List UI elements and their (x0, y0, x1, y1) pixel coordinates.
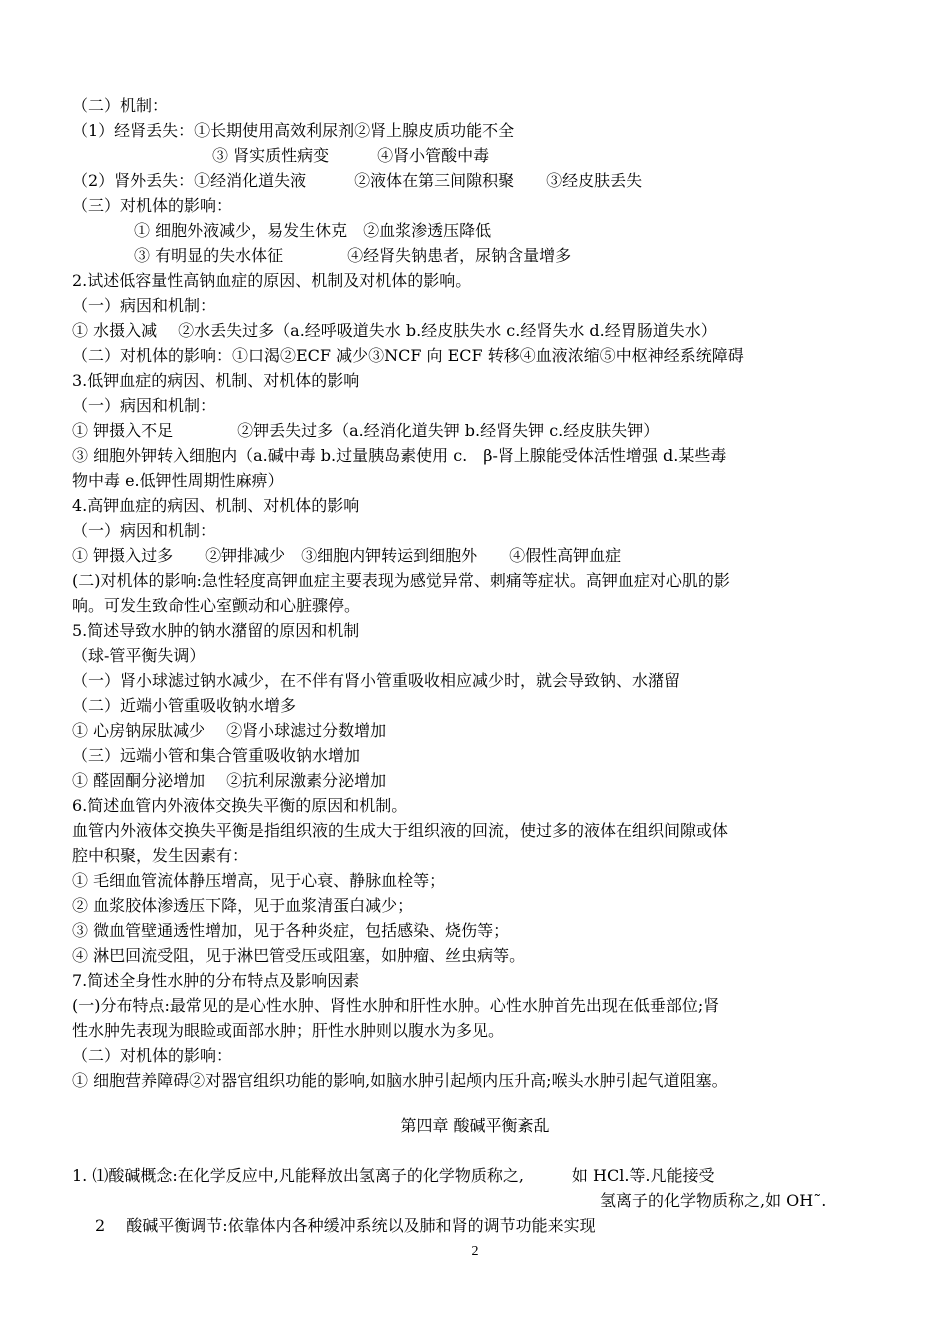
text-line: （二）对机体的影响：①口渴②ECF 减少③NCF 向 ECF 转移④血液浓缩⑤中枢神经系统障碍 (72, 346, 744, 365)
text-line: ① 细胞外液减少，易发生休克 ②血浆渗透压降低 (134, 221, 492, 240)
text-line: （二）对机体的影响： (72, 1046, 233, 1065)
text-line: ① 毛细血管流体静压增高，见于心衰、静脉血栓等； (72, 871, 446, 890)
text-line: （二）机制： (72, 96, 169, 115)
text-line: 6.简述血管内外液体交换失平衡的原因和机制。 (72, 796, 408, 815)
text-line: （1）经肾丢失：①长期使用高效利尿剂②肾上腺皮质功能不全 (72, 121, 515, 140)
text-line: ① 心房钠尿肽减少 ②肾小球滤过分数增加 (72, 721, 387, 740)
text-line: （三）远端小管和集合管重吸收钠水增加 (72, 746, 361, 765)
text-line: 5.简述导致水肿的钠水潴留的原因和机制 (72, 621, 360, 640)
text-line: 氢离子的化学物质称之,如 OH˜. (600, 1191, 827, 1210)
text-line: （三）对机体的影响： (72, 196, 233, 215)
text-line: 2 酸碱平衡调节:依靠体内各种缓冲系统以及肺和肾的调节功能来实现 (95, 1216, 596, 1235)
text-line: （球-管平衡失调） (72, 646, 206, 665)
text-line: ② 血浆胶体渗透压下降，见于血浆清蛋白减少； (72, 896, 414, 915)
text-line: （一）病因和机制： (72, 396, 217, 415)
text-line: 物中毒 e.低钾性周期性麻痹） (72, 471, 284, 490)
text-line: ③ 微血管壁通透性增加，见于各种炎症，包括感染、烧伤等； (72, 921, 510, 940)
text-line: (一)分布特点:最常见的是心性水肿、肾性水肿和肝性水肿。心性水肿首先出现在低垂部位;肾 (72, 996, 720, 1015)
text-line: （一）病因和机制： (72, 521, 217, 540)
text-line: 3.低钾血症的病因、机制、对机体的影响 (72, 371, 360, 390)
text-line: 1. ⑴酸碱概念:在化学反应中,凡能释放出氢离子的化学物质称之, 如 HCl.等.凡能接受 (72, 1166, 715, 1185)
text-line: ① 醛固酮分泌增加 ②抗利尿激素分泌增加 (72, 771, 387, 790)
text-line: ① 钾摄入过多 ②钾排减少 ③细胞内钾转运到细胞外 ④假性高钾血症 (72, 546, 622, 565)
text-line: ③ 肾实质性病变 ④肾小管酸中毒 (212, 146, 490, 165)
chapter-heading: 第四章 酸碱平衡紊乱 (400, 1116, 550, 1135)
text-line: （一）病因和机制： (72, 296, 217, 315)
text-line: 腔中积聚，发生因素有： (72, 846, 249, 865)
text-line: （二）近端小管重吸收钠水增多 (72, 696, 297, 715)
text-line: ③ 细胞外钾转入细胞内（a.碱中毒 b.过量胰岛素使用 c. β-肾上腺能受体活性增强 d.某些毒 (72, 446, 727, 465)
text-line: 7.简述全身性水肿的分布特点及影响因素 (72, 971, 360, 990)
page-number: 2 (471, 1244, 479, 1259)
text-line: ① 钾摄入不足 ②钾丢失过多（a.经消化道失钾 b.经肾失钾 c.经皮肤失钾） (72, 421, 660, 440)
text-line: （2）肾外丢失：①经消化道失液 ②液体在第三间隙积聚 ③经皮肤丢失 (72, 171, 643, 190)
text-line: 4.高钾血症的病因、机制、对机体的影响 (72, 496, 360, 515)
text-line: ① 细胞营养障碍②对器官组织功能的影响,如脑水肿引起颅内压升高;喉头水肿引起气道阻塞。 (72, 1071, 728, 1090)
text-line: （一）肾小球滤过钠水减少，在不伴有肾小管重吸收相应减少时，就会导致钠、水潴留 (72, 671, 681, 690)
text-line: ③ 有明显的失水体征 ④经肾失钠患者，尿钠含量增多 (134, 246, 572, 265)
text-line: 响。可发生致命性心室颤动和心脏骤停。 (72, 596, 361, 615)
text-line: 性水肿先表现为眼睑或面部水肿；肝性水肿则以腹水为多见。 (72, 1021, 505, 1040)
text-line: 2.试述低容量性高钠血症的原因、机制及对机体的影响。 (72, 271, 472, 290)
text-line: ④ 淋巴回流受阻，见于淋巴管受压或阻塞，如肿瘤、丝虫病等。 (72, 946, 526, 965)
text-line: 血管内外液体交换失平衡是指组织液的生成大于组织液的回流，使过多的液体在组织间隙或体 (72, 821, 729, 840)
text-line: (二)对机体的影响:急性轻度高钾血症主要表现为感觉异常、刺痛等症状。高钾血症对心肌的影 (72, 571, 730, 590)
text-line: ① 水摄入减 ②水丢失过多（a.经呼吸道失水 b.经皮肤失水 c.经肾失水 d.经胃肠道失水） (72, 321, 717, 340)
